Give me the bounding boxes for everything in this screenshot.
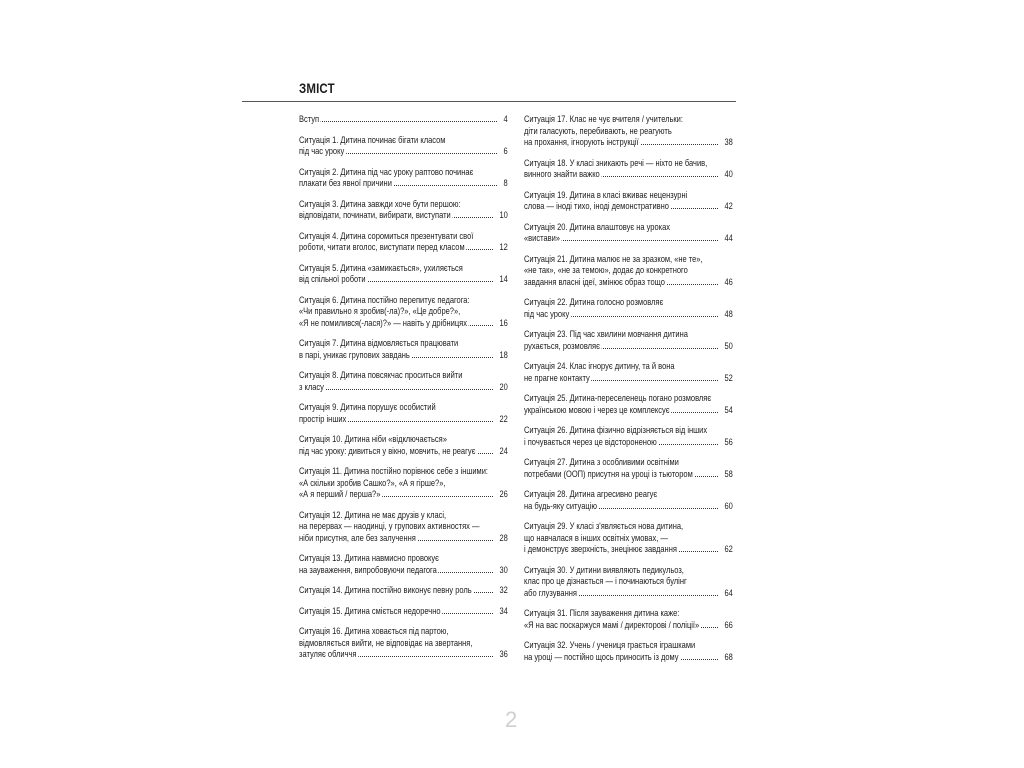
toc-entry-line bbox=[524, 392, 734, 404]
toc-entry-line bbox=[299, 648, 509, 660]
toc-entry-text: діти галасують, перебивають, не реагують bbox=[524, 124, 672, 136]
toc-entry-text: не прагне контакту bbox=[524, 371, 590, 383]
toc-entry[interactable] bbox=[524, 520, 734, 555]
toc-entry-text: Ситуація 14. Дитина постійно виконує певну роль bbox=[299, 584, 472, 595]
toc-entry-line bbox=[299, 413, 509, 425]
toc-entry-text: рухається, розмовляє bbox=[524, 339, 600, 351]
toc-entry-line bbox=[524, 232, 734, 244]
toc-page-number: 38 bbox=[719, 136, 734, 148]
toc-entry-line bbox=[299, 134, 509, 146]
page-number: 2 bbox=[505, 707, 518, 732]
toc-page-number: 36 bbox=[494, 648, 509, 660]
toc-entry-text: простір інших bbox=[299, 412, 347, 424]
toc-entry-line bbox=[524, 436, 734, 448]
toc-entry-text: Ситуація 24. Клас ігнорує дитину, та й вона bbox=[524, 360, 675, 371]
toc-column-right bbox=[524, 113, 734, 671]
toc-entry[interactable] bbox=[524, 189, 734, 212]
toc-page-number: 66 bbox=[719, 619, 734, 631]
toc-entry-text: Ситуація 10. Дитина ніби «відключається» bbox=[299, 433, 447, 444]
toc-entry-line bbox=[299, 177, 509, 189]
toc-entry[interactable] bbox=[299, 262, 509, 285]
toc-entry[interactable] bbox=[299, 509, 509, 544]
toc-entry[interactable] bbox=[299, 605, 509, 617]
toc-entry-line bbox=[299, 273, 509, 285]
toc-entry-line bbox=[524, 264, 734, 276]
toc-entry-text: Ситуація 28. Дитина агресивно реагує bbox=[524, 488, 658, 499]
toc-page-number: 32 bbox=[494, 584, 509, 596]
toc-entry-text: Ситуація 9. Дитина порушує особистий bbox=[299, 401, 436, 412]
title-rule bbox=[242, 101, 736, 102]
toc-entry-text: «Я не помилився(-лася)?» — навіть у дрібницях bbox=[299, 316, 467, 328]
toc-entry-line bbox=[299, 241, 509, 253]
toc-entry-text: «не так», «не за темою», додає до конкретного bbox=[524, 264, 688, 275]
toc-entry-text: відмовляється вийти, не відповідає на звертання, bbox=[299, 636, 473, 648]
toc-entry[interactable] bbox=[524, 113, 734, 148]
toc-entry-text: Ситуація 29. У класі з'являється нова дитина, bbox=[524, 520, 684, 531]
toc-entry[interactable] bbox=[299, 113, 509, 125]
toc-page-number: 58 bbox=[719, 468, 734, 480]
toc-entry-text: Ситуація 12. Дитина не має друзів у класі, bbox=[299, 508, 447, 520]
toc-page-number: 4 bbox=[499, 113, 509, 125]
toc-entry-text: під час уроку bbox=[299, 145, 345, 156]
toc-entry-line bbox=[299, 401, 509, 413]
toc-entry-line bbox=[524, 157, 734, 169]
toc-entry[interactable] bbox=[299, 198, 509, 221]
toc-entry-line bbox=[524, 253, 734, 265]
toc-entry-text: на уроці — постійно щось приносить із дому bbox=[524, 650, 679, 662]
toc-entry-line bbox=[299, 488, 509, 500]
toc-entry-text: Ситуація 31. Після зауваження дитина каже: bbox=[524, 607, 680, 618]
toc-entry-line bbox=[299, 349, 509, 361]
toc-entry-line bbox=[299, 317, 509, 329]
toc-entry-text: клас про це дізнається — і починаються булінг bbox=[524, 575, 687, 586]
toc-entry[interactable] bbox=[524, 424, 734, 447]
toc-entry[interactable] bbox=[524, 157, 734, 180]
toc-page-number: 62 bbox=[719, 543, 734, 555]
toc-entry-text: Ситуація 5. Дитина «замикається», ухиляється bbox=[299, 261, 463, 273]
toc-entry[interactable] bbox=[524, 564, 734, 599]
toc-entry-text: Вступ bbox=[299, 113, 320, 124]
toc-entry-line bbox=[524, 488, 734, 500]
toc-page-number: 6 bbox=[499, 145, 509, 157]
toc-page-number: 26 bbox=[494, 488, 509, 500]
toc-column-left bbox=[299, 113, 509, 669]
toc-entry[interactable] bbox=[524, 392, 734, 415]
toc-entry-line bbox=[524, 587, 734, 599]
toc-entry-line bbox=[524, 360, 734, 372]
toc-entry-text: Ситуація 4. Дитина соромиться презентувати свої bbox=[299, 229, 474, 241]
toc-entry[interactable] bbox=[299, 401, 509, 424]
toc-entry-text: Ситуація 25. Дитина-переселенець погано розмовляє bbox=[524, 392, 712, 403]
toc-page-number: 48 bbox=[719, 308, 734, 320]
toc-page-number: 8 bbox=[499, 177, 509, 189]
toc-entry-text: і демонструє зверхність, знецінює завдання bbox=[524, 543, 677, 554]
toc-page-number: 64 bbox=[719, 587, 734, 599]
toc-entry-text: «Я на вас поскаржуся мамі / директорові / поліції» bbox=[524, 618, 700, 630]
toc-entry-line bbox=[524, 564, 734, 576]
toc-entry-text: Ситуація 18. У класі зникають речі — ніхто не бачив, bbox=[524, 156, 708, 168]
toc-entry-line bbox=[524, 276, 734, 288]
toc-entry[interactable] bbox=[299, 230, 509, 253]
toc-entry-line bbox=[299, 625, 509, 637]
toc-entry-text: Ситуація 2. Дитина під час уроку раптово починає bbox=[299, 165, 474, 177]
toc-entry-text: Ситуація 20. Дитина влаштовує на уроках bbox=[524, 220, 671, 232]
toc-entry-text: завдання власні ідеї, змінює образ тощо bbox=[524, 275, 665, 287]
toc-entry-line bbox=[299, 337, 509, 349]
toc-entry-text: або глузування bbox=[524, 586, 577, 598]
toc-entry-line bbox=[524, 168, 734, 180]
toc-entry[interactable] bbox=[299, 134, 509, 157]
toc-entry-line bbox=[524, 372, 734, 384]
toc-page-number: 60 bbox=[719, 500, 734, 512]
toc-entry-line bbox=[524, 651, 734, 663]
toc-entry-text: затуляє обличчя bbox=[299, 648, 357, 659]
toc-entry-line bbox=[299, 305, 509, 317]
toc-entry-text: від спільної роботи bbox=[299, 273, 366, 284]
toc-entry-line bbox=[299, 381, 509, 393]
toc-entry[interactable] bbox=[524, 296, 734, 319]
toc-page-number: 52 bbox=[719, 372, 734, 384]
toc-entry-text: Ситуація 6. Дитина постійно перепитує педагога: bbox=[299, 293, 470, 305]
toc-entry-text: Ситуація 3. Дитина завжди хоче бути першою: bbox=[299, 197, 461, 209]
toc-page-number: 10 bbox=[494, 209, 509, 221]
toc-page-number: 22 bbox=[494, 413, 509, 425]
toc-entry[interactable] bbox=[299, 465, 509, 500]
toc-entry[interactable] bbox=[299, 166, 509, 189]
toc-entry-text: Ситуація 26. Дитина фізично відрізняється від інших bbox=[524, 424, 708, 435]
toc-title: ЗМІСТ bbox=[299, 80, 335, 96]
toc-entry-text: Ситуація 19. Дитина в класі вживає нецензурні bbox=[524, 188, 688, 200]
toc-entry-text: Ситуація 30. У дитини виявляють педикульоз, bbox=[524, 563, 684, 575]
toc-page-number: 20 bbox=[494, 381, 509, 393]
toc-entry-text: «Чи правильно я зробив(-ла)?», «Це добре?», bbox=[299, 305, 461, 316]
toc-page-number: 18 bbox=[494, 349, 509, 361]
toc-entry-line bbox=[299, 552, 509, 564]
toc-entry-line bbox=[299, 230, 509, 242]
toc-page-number: 50 bbox=[719, 340, 734, 352]
toc-entry-text: винного знайти важко bbox=[524, 168, 600, 179]
toc-entry-text: «А скільки зробив Сашко?», «А я гірше?», bbox=[299, 476, 446, 488]
toc-entry-line bbox=[299, 145, 509, 157]
toc-entry-line bbox=[524, 424, 734, 436]
toc-page-number: 46 bbox=[719, 276, 734, 288]
toc-entry-line bbox=[524, 328, 734, 340]
toc-entry-text: потребами (ООП) присутня на уроці із тьютором bbox=[524, 467, 693, 479]
toc-entry[interactable] bbox=[299, 552, 509, 575]
toc-entry[interactable] bbox=[524, 456, 734, 479]
toc-entry-line bbox=[524, 639, 734, 651]
toc-entry-text: Ситуація 13. Дитина навмисно провокує bbox=[299, 552, 439, 563]
toc-entry-line bbox=[524, 113, 734, 125]
toc-entry[interactable] bbox=[299, 625, 509, 660]
toc-entry-text: на перервах — наодинці, у групових активностях — bbox=[299, 520, 480, 531]
toc-entry-line bbox=[299, 564, 509, 576]
toc-entry-line bbox=[524, 221, 734, 233]
toc-entry-line bbox=[524, 308, 734, 320]
toc-entry[interactable] bbox=[524, 328, 734, 351]
toc-entry-line bbox=[524, 520, 734, 532]
toc-entry-text: на прохання, ігнорують інструкції bbox=[524, 136, 639, 147]
toc-entry-line bbox=[524, 543, 734, 555]
toc-page-number: 14 bbox=[494, 273, 509, 285]
toc-page-number: 40 bbox=[719, 168, 734, 180]
toc-entry-text: Ситуація 16. Дитина ховається під партою, bbox=[299, 625, 449, 636]
toc-entry-line bbox=[299, 520, 509, 532]
toc-entry-text: що навчалася в інших освітніх умовах, — bbox=[524, 531, 668, 543]
toc-entry-line bbox=[299, 209, 509, 221]
toc-entry-text: Ситуація 17. Клас не чує вчителя / учительки: bbox=[524, 113, 683, 124]
toc-page-number: 28 bbox=[494, 532, 509, 544]
toc-entry-line bbox=[524, 468, 734, 480]
toc-page-number: 54 bbox=[719, 404, 734, 416]
toc-entry-line bbox=[524, 296, 734, 308]
toc-page-number: 42 bbox=[719, 200, 734, 212]
toc-entry-line bbox=[299, 262, 509, 274]
toc-entry-line bbox=[524, 575, 734, 587]
toc-entry-text: і почувається через це відстороненою bbox=[524, 435, 657, 447]
toc-entry-line bbox=[524, 619, 734, 631]
toc-entry-text: Ситуація 15. Дитина сміється недоречно bbox=[299, 604, 441, 616]
toc-entry-line bbox=[299, 509, 509, 521]
toc-entry-line bbox=[299, 166, 509, 178]
toc-entry-text: на будь-яку ситуацію bbox=[524, 499, 597, 511]
toc-entry-text: ніби присутня, але без залучення bbox=[299, 531, 416, 543]
toc-entry-line bbox=[524, 500, 734, 512]
toc-entry-line bbox=[299, 294, 509, 306]
toc-entry-text: в парі, уникає групових завдань bbox=[299, 348, 410, 360]
toc-entry-text: Ситуація 11. Дитина постійно порівнює себе з іншими: bbox=[299, 465, 488, 476]
toc-entry-text: Ситуація 22. Дитина голосно розмовляє bbox=[524, 296, 664, 307]
toc-entry-line bbox=[299, 477, 509, 489]
toc-entry-text: під час уроку: дивиться у вікно, мовчить, не реагує bbox=[299, 444, 476, 456]
toc-entry[interactable] bbox=[299, 369, 509, 392]
toc-entry-text: слова — іноді тихо, іноді демонстративно bbox=[524, 200, 669, 211]
toc-entry-text: плакати без явної причини bbox=[299, 177, 392, 188]
toc-entry-line bbox=[524, 125, 734, 137]
toc-entry-text: Ситуація 8. Дитина повсякчас проситься вийти bbox=[299, 369, 463, 380]
toc-entry-text: роботи, читати вголос, виступати перед класом bbox=[299, 241, 465, 252]
toc-page-number: 44 bbox=[719, 232, 734, 244]
toc-entry-line bbox=[524, 189, 734, 201]
toc-entry-line bbox=[299, 198, 509, 210]
toc-entry-text: під час уроку bbox=[524, 307, 570, 319]
toc-page-number: 12 bbox=[494, 241, 509, 253]
toc-entry-line bbox=[299, 637, 509, 649]
toc-page-number: 68 bbox=[719, 651, 734, 663]
toc-entry-text: «А я перший / перша?» bbox=[299, 488, 381, 499]
toc-entry-text: українською мовою і через це комплексує bbox=[524, 403, 670, 415]
toc-entry[interactable] bbox=[524, 360, 734, 383]
toc-entry-text: Ситуація 23. Під час хвилини мовчання дитина bbox=[524, 328, 688, 339]
toc-entry-text: з класу bbox=[299, 380, 324, 392]
toc-entry-text: «вистави» bbox=[524, 232, 560, 243]
toc-entry-text: Ситуація 27. Дитина з особливими освітніми bbox=[524, 456, 679, 467]
toc-entry-line bbox=[299, 113, 509, 125]
toc-entry-line bbox=[524, 404, 734, 416]
toc-entry-line bbox=[524, 200, 734, 212]
toc-entry-line bbox=[524, 607, 734, 619]
toc-page-number: 56 bbox=[719, 436, 734, 448]
toc-entry[interactable] bbox=[524, 253, 734, 288]
toc-page-number: 16 bbox=[494, 317, 509, 329]
toc-entry-text: відповідати, починати, вибирати, виступати bbox=[299, 209, 451, 220]
toc-entry[interactable] bbox=[299, 294, 509, 329]
toc-entry-line bbox=[299, 532, 509, 544]
toc-entry-line bbox=[299, 465, 509, 477]
toc-entry-line bbox=[299, 433, 509, 445]
toc-entry-line bbox=[299, 584, 509, 596]
toc-page-number: 24 bbox=[494, 445, 509, 457]
toc-entry-line bbox=[524, 340, 734, 352]
toc-page-number: 30 bbox=[494, 564, 509, 576]
toc-entry-line bbox=[524, 532, 734, 544]
toc-entry-line bbox=[299, 605, 509, 617]
toc-entry-line bbox=[299, 445, 509, 457]
toc-entry[interactable] bbox=[524, 221, 734, 244]
toc-entry-line bbox=[524, 456, 734, 468]
toc-entry[interactable] bbox=[524, 488, 734, 511]
toc-entry-text: Ситуація 7. Дитина відмовляється працювати bbox=[299, 337, 459, 348]
toc-page-number: 34 bbox=[494, 605, 509, 617]
toc-entry[interactable] bbox=[524, 607, 734, 630]
toc-entry-text: на зауваження, випробовуючи педагога bbox=[299, 563, 437, 575]
toc-entry-line bbox=[299, 369, 509, 381]
toc-entry-text: Ситуація 1. Дитина починає бігати класом bbox=[299, 133, 446, 145]
toc-entry-line bbox=[524, 136, 734, 148]
toc-entry[interactable] bbox=[299, 337, 509, 360]
toc-entry[interactable] bbox=[524, 639, 734, 662]
toc-entry[interactable] bbox=[299, 584, 509, 596]
toc-entry-text: Ситуація 21. Дитина малює не за зразком, «не те», bbox=[524, 252, 703, 264]
toc-entry-text: Ситуація 32. Учень / учениця грається іграшками bbox=[524, 639, 696, 650]
toc-entry[interactable] bbox=[299, 433, 509, 456]
